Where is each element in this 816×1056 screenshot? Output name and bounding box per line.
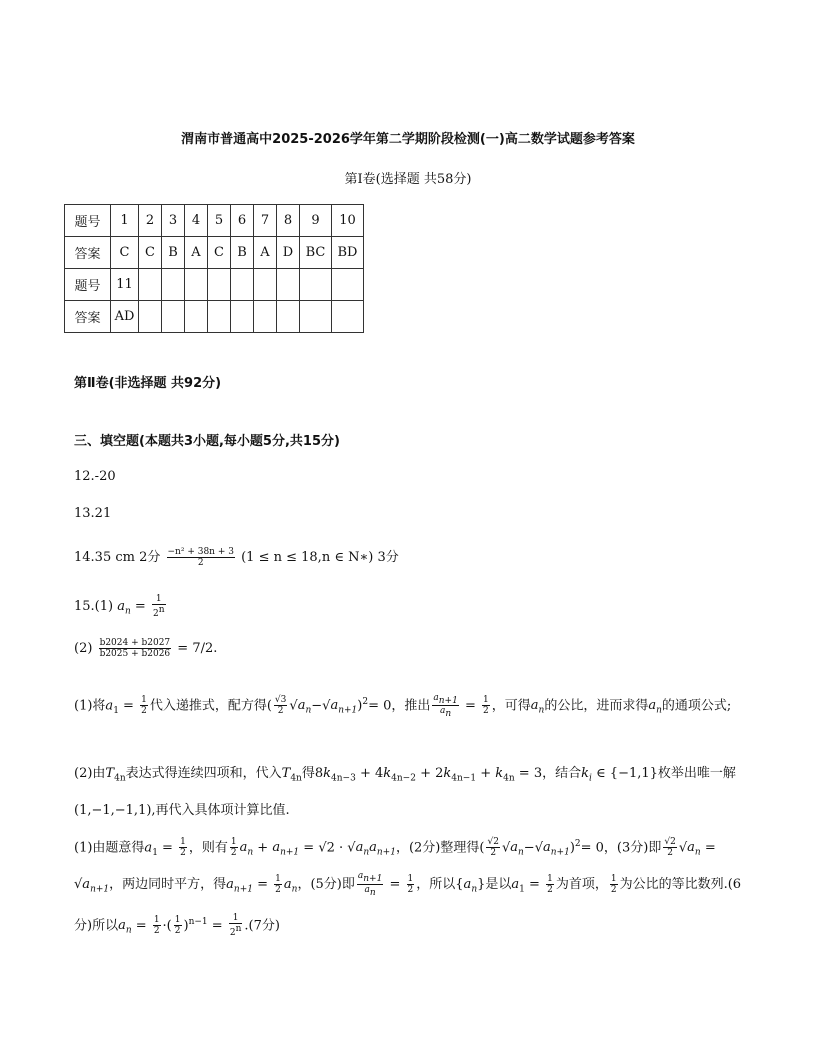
q15-part1-formula: $a_n$ = $\frac{1}{2^n}$ <box>117 594 165 619</box>
solution-part1: (1)由题意得$a_1$ = $\frac{1}{2}$ ，则有 $\frac{1}{2}$ $a_n + a_{n+1} = √2 \cdot √a_na_{n+1}$，(2分)整理得( $\frac{√2}{2}$ $√a_n-√a_{n+1})^2= 0$，(3分)即 $\frac{√2}{2}$ $√a_n = √a_{n+1}$，两边同时平方，得$a_{n+1}$ = $\frac{1}{2}$ $a_n$，(5分)即 $\frac{a_{n+1}}{a_n}$ = $\frac{1}{2}$ ，所以$\{a_n\}$是以$a_1$ = $\frac{1}{2}$ 为首项， $\frac{1}{2}$ 为公比的等比数列.(6分)所以$a_n$ = $\frac{1}{2}$ ·( $\frac{1}{2}$ )$^{n-1}$ = $\frac{1}{2^n}$ .(7分) <box>74 837 742 938</box>
answer-table-cell: 10 <box>332 205 364 237</box>
section-heading-fill-blank: 三、填空题(本题共3小题,每小题5分,共15分) <box>74 434 340 449</box>
answer-table-cell <box>332 269 364 301</box>
analysis-part1: (1)将$a_1$ = $\frac{1}{2}$ 代入递推式，配方得( $\frac{√3}{2}$ $√a_n-√a_{n+1})^2= 0$，推出 $\frac{a_{n+1}}{a_n}$ = $\frac{1}{2}$ ，可得$a_n$的公比，进而求得$a_n$的通项公式; <box>74 692 732 720</box>
q14-frac-den: 2 <box>197 558 204 568</box>
answer-table-cell <box>162 301 185 333</box>
answer-table-cell: A <box>185 237 208 269</box>
answer-table-cell: 3 <box>162 205 185 237</box>
q14-prefix: 14.35 cm 2分 <box>74 550 161 565</box>
answer-table-cell: 1 <box>111 205 139 237</box>
answer-table-cell <box>300 301 332 333</box>
answer-table-cell: 7 <box>254 205 277 237</box>
answer-table-cell: B <box>162 237 185 269</box>
answer-table-row-header: 题号 <box>65 269 111 301</box>
answer-table-cell: AD <box>111 301 139 333</box>
page-title: 渭南市普通高中2025-2026学年第二学期阶段检测(一)高二数学试题参考答案 <box>181 132 635 147</box>
answer-table-cell <box>231 269 254 301</box>
answer-q14 <box>74 546 399 568</box>
answer-table-cell: B <box>231 237 254 269</box>
answer-table-cell <box>139 269 162 301</box>
answer-table-cell <box>231 301 254 333</box>
answer-table-cell: 5 <box>208 205 231 237</box>
answer-table-cell: 2 <box>139 205 162 237</box>
answer-table-row <box>65 205 364 237</box>
answer-table-cell <box>208 301 231 333</box>
answer-table-row-header: 题号 <box>65 205 111 237</box>
answer-q15-part1 <box>74 594 168 619</box>
answer-table-cell <box>208 269 231 301</box>
answer-table-cell <box>185 301 208 333</box>
q15-part2-result: = 7/2. <box>177 641 218 656</box>
answer-table-cell <box>277 269 300 301</box>
answer-q15-part2 <box>74 638 217 659</box>
answer-table-cell: C <box>111 237 139 269</box>
answer-table-cell <box>185 269 208 301</box>
answer-table-row <box>65 301 364 333</box>
section-heading-part1: 第Ⅰ卷(选择题 共58分) <box>344 172 472 187</box>
answer-table-cell: 4 <box>185 205 208 237</box>
q15-part2-den: b2025 + b2026 <box>99 649 171 659</box>
section-heading-part2: 第Ⅱ卷(非选择题 共92分) <box>74 376 222 391</box>
q14-frac-num: −n² + 38n + 3 <box>167 547 234 557</box>
answer-table-cell: A <box>254 237 277 269</box>
q14-condition: (1 ≤ n ≤ 18,n ∈ N∗) <box>241 550 374 565</box>
answer-q12: 12.-20 <box>74 469 116 484</box>
answer-table-cell: BD <box>332 237 364 269</box>
analysis-part2: (2)由$T_{4n}$表达式得连续四项和，代入$T_{4n}$得$8k_{4n-3} + 4k_{4n-2} + 2k_{4n-1} + k_{4n} = 3$，结合$k_i$ ∈ {−1,1}枚举出唯一解(1,−1,−1,1),再代入具体项计算比值. <box>74 766 736 818</box>
q15-part2-num: b2024 + b2027 <box>99 638 171 648</box>
answer-table-cell: 6 <box>231 205 254 237</box>
answer-table-cell: C <box>139 237 162 269</box>
answer-table-cell <box>300 269 332 301</box>
q15-part2-prefix: (2) <box>74 641 93 656</box>
answer-table-cell <box>162 269 185 301</box>
answer-table-row-header: 答案 <box>65 301 111 333</box>
answer-table-row-header: 答案 <box>65 237 111 269</box>
answer-table-cell <box>254 301 277 333</box>
answer-table-cell: 11 <box>111 269 139 301</box>
answer-table-cell <box>254 269 277 301</box>
answer-table-cell: D <box>277 237 300 269</box>
answer-table-cell: 8 <box>277 205 300 237</box>
answer-table <box>64 204 364 333</box>
q15-part2-fraction <box>99 638 172 659</box>
answer-table-cell: BC <box>300 237 332 269</box>
answer-table-cell: C <box>208 237 231 269</box>
q14-score: 3分 <box>377 550 399 565</box>
answer-table-row <box>65 237 364 269</box>
answer-table-cell <box>277 301 300 333</box>
answer-table-cell <box>139 301 162 333</box>
q15-part1-prefix: 15.(1) <box>74 599 114 614</box>
answer-table-cell <box>332 301 364 333</box>
answer-table-row <box>65 269 364 301</box>
q14-fraction <box>167 547 235 568</box>
answer-q13: 13.21 <box>74 506 112 521</box>
answer-table-cell: 9 <box>300 205 332 237</box>
